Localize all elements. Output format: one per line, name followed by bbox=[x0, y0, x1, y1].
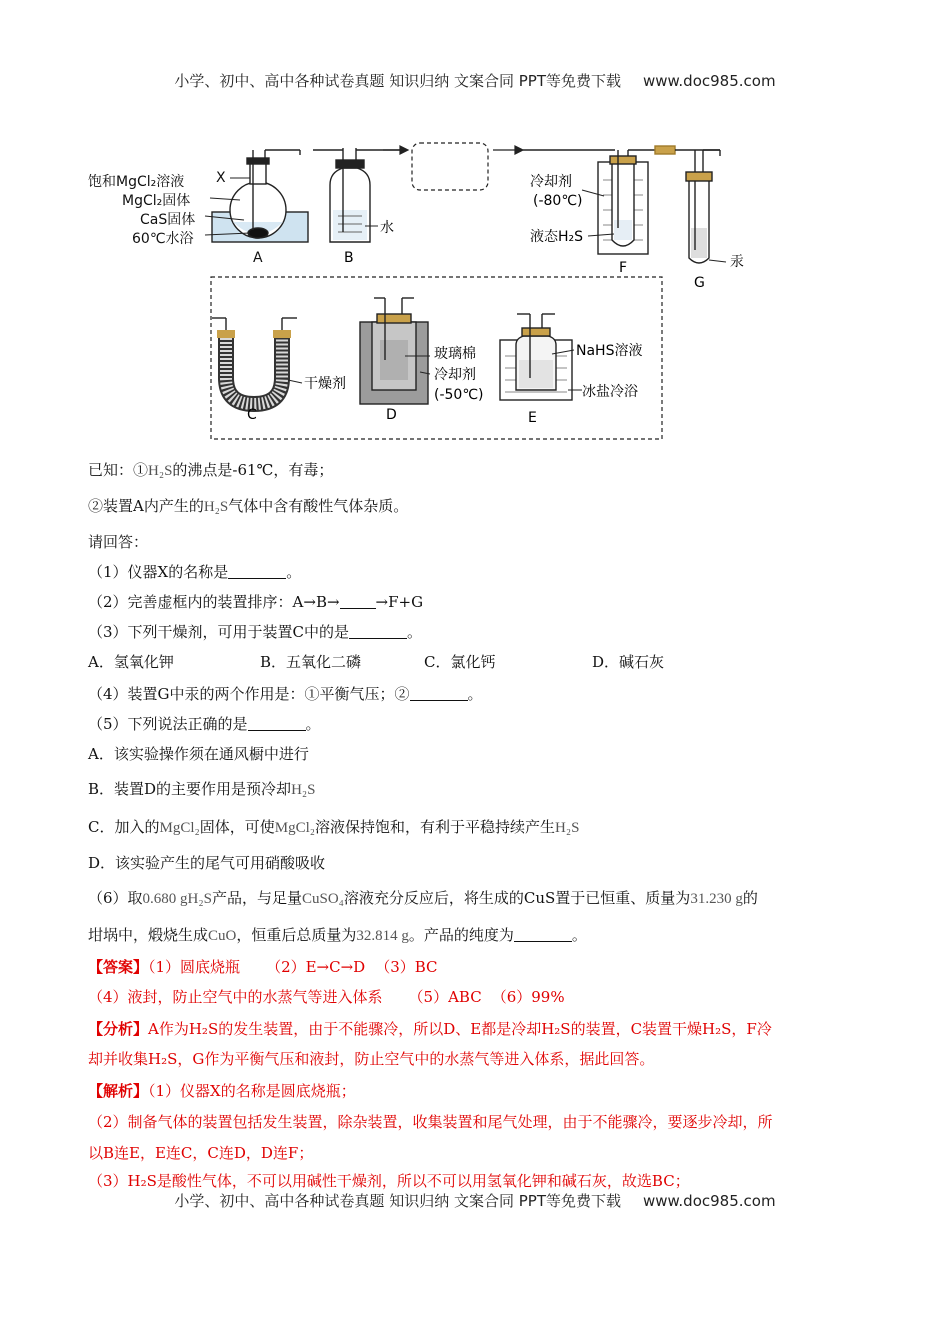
question-1 bbox=[88, 562, 301, 582]
q6-formula-2: CuSO₄ bbox=[301, 891, 344, 907]
q1-post: 。 bbox=[286, 563, 302, 581]
letter-E: E bbox=[528, 410, 537, 426]
q6-formula-3: CuO bbox=[208, 928, 237, 944]
q1-blank[interactable] bbox=[228, 564, 286, 579]
apparatus-figure bbox=[0, 0, 950, 445]
question-5 bbox=[88, 714, 321, 734]
footer-site: www.doc985.com bbox=[642, 1192, 776, 1210]
question-4 bbox=[88, 684, 483, 704]
label-d2: 冷却剂 bbox=[434, 367, 476, 383]
label-f3: 液态H₂S bbox=[530, 229, 584, 245]
q5-post: 。 bbox=[305, 715, 321, 733]
known-intro: 已知：① bbox=[88, 461, 149, 479]
known-pre-2: ②装置A内产生的 bbox=[88, 497, 204, 515]
q6-l2-mid: ，恒重后总质量为 bbox=[236, 926, 357, 944]
rubber-joint bbox=[655, 146, 675, 154]
known-formula-2: H₂S bbox=[203, 499, 229, 515]
known-line-1 bbox=[88, 460, 333, 481]
apparatus-G bbox=[686, 150, 726, 263]
explain-tag: 【解析】 bbox=[88, 1082, 149, 1100]
question-3-options bbox=[88, 652, 664, 672]
q5-option-d[interactable]: D．该实验产生的尾气可用硝酸吸收 bbox=[88, 854, 326, 872]
known-text-2: 气体中含有酸性气体杂质。 bbox=[228, 497, 409, 515]
q3-post: 。 bbox=[407, 623, 423, 641]
apparatus-E bbox=[500, 314, 582, 400]
known-formula-1: H₂S bbox=[148, 463, 173, 479]
q5-option-c[interactable] bbox=[88, 817, 579, 838]
answer-6: （6）99% bbox=[491, 988, 565, 1006]
q3-blank[interactable] bbox=[349, 624, 407, 639]
stopper-F bbox=[610, 156, 636, 164]
label-water: 水 bbox=[380, 220, 394, 236]
q6-mass-3: 32.814 g bbox=[356, 928, 409, 944]
question-2 bbox=[88, 592, 423, 612]
q5-blank[interactable] bbox=[248, 716, 306, 731]
label-f2: (-80℃) bbox=[533, 193, 583, 209]
answer-4: （4）液封，防止空气中的水蒸气等进入体系 bbox=[88, 988, 383, 1006]
answer-3: （3）BC bbox=[375, 958, 438, 976]
q4-text: （4）装置G中汞的两个作用是：①平衡气压；② bbox=[88, 685, 410, 703]
explain-line-3: 以B连E，E连C，C连D，D连F； bbox=[88, 1144, 314, 1162]
q4-blank[interactable] bbox=[410, 686, 468, 701]
q5-b-formula: H₂S bbox=[291, 782, 316, 798]
q2-post: →F+G bbox=[375, 593, 424, 611]
q5-b-text: B．装置D的主要作用是预冷却 bbox=[88, 780, 292, 798]
label-a2: MgCl₂固体 bbox=[122, 193, 191, 209]
explain-text-1: （1）仪器X的名称是圆底烧瓶； bbox=[148, 1082, 356, 1100]
placeholder-box bbox=[412, 143, 488, 190]
explain-line-2: （2）制备气体的装置包括发生装置，除杂装置，收集装置和尾气处理，由于不能骤冷，要逐步冷却，所 bbox=[88, 1113, 773, 1131]
answer-tag: 【答案】 bbox=[88, 958, 149, 976]
label-a3: CaS固体 bbox=[140, 212, 196, 228]
apparatus-A bbox=[205, 150, 308, 242]
q3-option-d[interactable]: D．碱石灰 bbox=[592, 653, 665, 671]
q5-c-formula-2: MgCl₂ bbox=[274, 820, 315, 836]
answer-1: （1）圆底烧瓶 bbox=[148, 958, 241, 976]
q3-text: （3）下列干燥剂，可用于装置C中的是 bbox=[88, 623, 350, 641]
analysis-line-1 bbox=[88, 1019, 772, 1039]
letter-B: B bbox=[344, 250, 354, 266]
q6-text-2: 溶液充分反应后，将生成的CuS置于已恒重、质量为 bbox=[343, 889, 691, 907]
header-text: 小学、初中、高中各种试卷真题 知识归纳 文案合同 PPT等免费下载 bbox=[174, 72, 621, 90]
q6-text-1: 产品，与足量 bbox=[211, 889, 302, 907]
label-f1: 冷却剂 bbox=[530, 174, 572, 190]
page-footer bbox=[0, 1190, 950, 1211]
answer-2: （2）E→C→D bbox=[266, 958, 366, 976]
apparatus-D bbox=[360, 298, 430, 404]
analysis-text-1: A作为H₂S的发生装置，由于不能骤冷，所以D、E都是冷却H₂S的装置，C装置干燥H₂S，F冷 bbox=[148, 1020, 772, 1038]
q6-l2-pre: 坩埚中，煅烧生成 bbox=[88, 926, 209, 944]
label-drying-agent: 干燥剂 bbox=[304, 376, 346, 392]
q2-blank[interactable] bbox=[340, 594, 376, 609]
question-3 bbox=[88, 622, 422, 642]
answer-5: （5）ABC bbox=[408, 988, 482, 1006]
answer-line-2 bbox=[88, 987, 565, 1007]
letter-G: G bbox=[694, 275, 705, 291]
q5-c-mid2: 溶液保持饱和，有利于平稳持续产生 bbox=[315, 818, 556, 836]
q6-mass-2: 31.230 g bbox=[690, 891, 743, 907]
label-e1: NaHS溶液 bbox=[576, 343, 643, 359]
glass-wool bbox=[380, 340, 408, 380]
q6-mass-1: 0.680 g bbox=[142, 891, 188, 907]
letter-D: D bbox=[386, 407, 397, 423]
flow-arrows bbox=[383, 146, 523, 154]
q6-text-3: 的 bbox=[742, 889, 758, 907]
q4-post: 。 bbox=[467, 685, 483, 703]
q6-formula-1: H₂S bbox=[187, 891, 212, 907]
label-d3: (-50℃) bbox=[434, 387, 484, 403]
label-d1: 玻璃棉 bbox=[434, 346, 476, 362]
q3-option-b[interactable]: B．五氧化二磷 bbox=[260, 653, 362, 671]
analysis-tag: 【分析】 bbox=[88, 1020, 149, 1038]
explain-line-4: （3）H₂S是酸性气体，不可以用碱性干燥剂，所以不可以用氢氧化钾和碱石灰，故选BC； bbox=[88, 1172, 690, 1190]
footer-text: 小学、初中、高中各种试卷真题 知识归纳 文案合同 PPT等免费下载 bbox=[174, 1192, 621, 1210]
label-x: X bbox=[216, 170, 226, 186]
apparatus-C bbox=[212, 318, 302, 404]
header-site: www.doc985.com bbox=[642, 72, 776, 90]
q5-text: （5）下列说法正确的是 bbox=[88, 715, 248, 733]
q6-blank[interactable] bbox=[514, 927, 572, 942]
q5-c-formula-1: MgCl₂ bbox=[159, 820, 200, 836]
q5-c-formula-3: H₂S bbox=[555, 820, 580, 836]
question-6-line-1 bbox=[88, 888, 758, 909]
letter-C: C bbox=[247, 407, 257, 423]
q5-c-pre: C．加入的 bbox=[88, 818, 160, 836]
explain-line-1 bbox=[88, 1081, 356, 1101]
q1-text: （1）仪器X的名称是 bbox=[88, 563, 229, 581]
cas-solid bbox=[248, 228, 268, 238]
label-a1: 饱和MgCl₂溶液 bbox=[88, 174, 185, 190]
q3-option-a[interactable]: A．氢氧化钾 bbox=[88, 653, 174, 671]
label-e2: 冰盐冷浴 bbox=[582, 384, 638, 400]
q6-l2-post: 。产品的纯度为 bbox=[408, 926, 514, 944]
questions-prompt: 请回答： bbox=[88, 533, 149, 551]
known-line-2 bbox=[88, 496, 408, 517]
known-text-1: 的沸点是-61℃，有毒； bbox=[172, 461, 334, 479]
letter-A: A bbox=[253, 250, 263, 266]
question-6-line-2 bbox=[88, 925, 587, 946]
q6-end: 。 bbox=[571, 926, 587, 944]
letter-F: F bbox=[619, 260, 628, 276]
stopper bbox=[247, 158, 269, 164]
q5-option-a[interactable]: A．该实验操作须在通风橱中进行 bbox=[88, 745, 309, 763]
label-a4: 60℃水浴 bbox=[132, 231, 194, 247]
q6-pre: （6）取 bbox=[88, 889, 143, 907]
q5-option-b[interactable] bbox=[88, 779, 315, 800]
q5-c-mid: 固体，可使 bbox=[199, 818, 275, 836]
q3-option-c[interactable]: C．氯化钙 bbox=[424, 653, 496, 671]
answer-line-1 bbox=[88, 957, 438, 977]
label-hg: 汞 bbox=[730, 254, 744, 270]
q2-text: （2）完善虚框内的装置排序：A→B→ bbox=[88, 593, 340, 611]
analysis-line-2: 却并收集H₂S，G作为平衡气压和液封，防止空气中的水蒸气等进入体系，据此回答。 bbox=[88, 1050, 655, 1068]
